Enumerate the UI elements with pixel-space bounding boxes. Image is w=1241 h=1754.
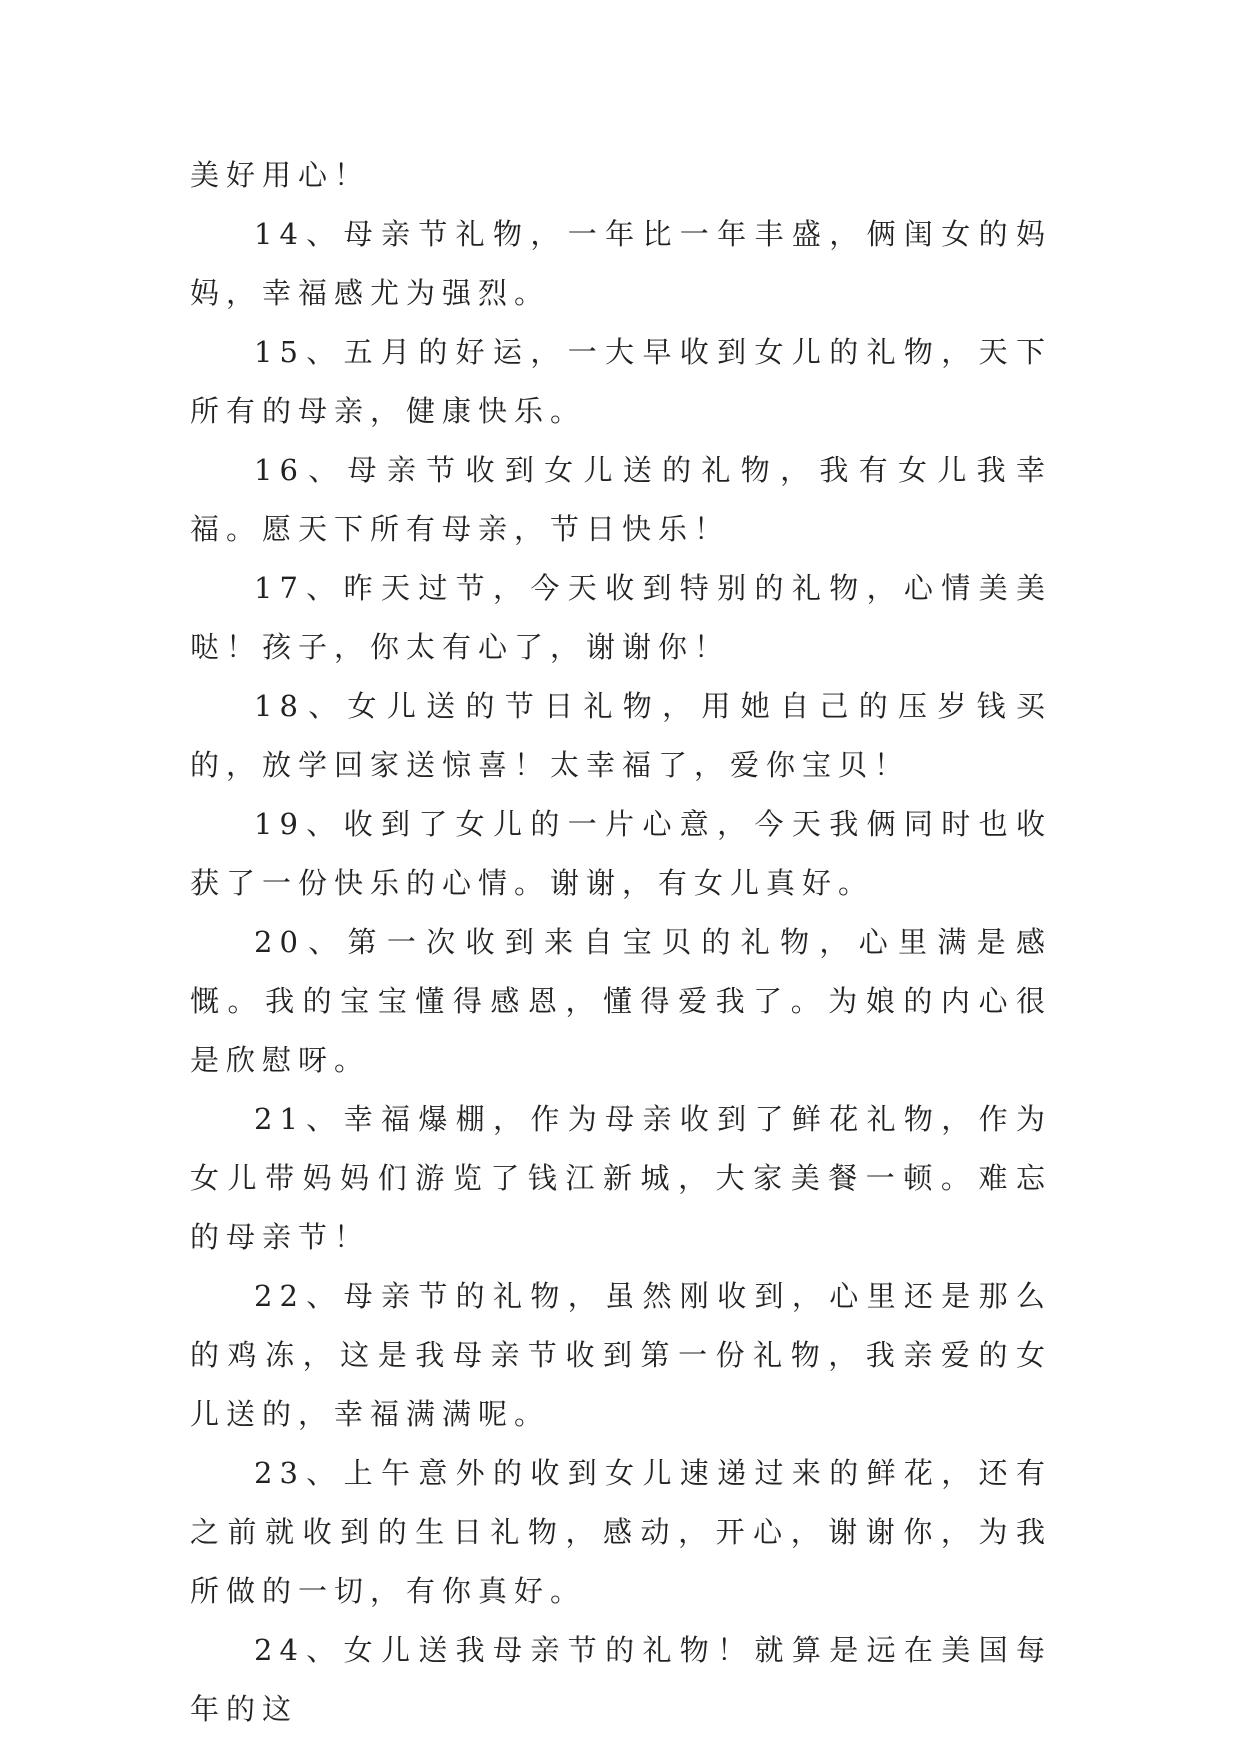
paragraph-item-18: 18、女儿送的节日礼物，用她自己的压岁钱买的，放学回家送惊喜！太幸福了，爱你宝贝！ [190, 689, 1052, 782]
paragraph-item-19: 19、收到了女儿的一片心意，今天我俩同时也收获了一份快乐的心情。谢谢，有女儿真好。 [190, 807, 1052, 900]
document-body [190, 146, 1052, 1739]
paragraph-item-15: 15、五月的好运，一大早收到女儿的礼物，天下所有的母亲，健康快乐。 [190, 335, 1052, 428]
paragraph-continuation: 美好用心！ [190, 158, 371, 192]
paragraph-item-24: 24、女儿送我母亲节的礼物！就算是远在美国每年的这 [190, 1633, 1052, 1726]
paragraph-item-21: 21、幸福爆棚，作为母亲收到了鲜花礼物，作为女儿带妈妈们游览了钱江新城，大家美餐一顿。难忘的母亲节！ [190, 1102, 1052, 1254]
paragraph-item-17: 17、昨天过节，今天收到特别的礼物，心情美美哒！孩子，你太有心了，谢谢你！ [190, 571, 1052, 664]
paragraph-item-20: 20、第一次收到来自宝贝的礼物，心里满是感慨。我的宝宝懂得感恩，懂得爱我了。为娘的内心很是欣慰呀。 [190, 925, 1052, 1077]
paragraph-item-23: 23、上午意外的收到女儿速递过来的鲜花，还有之前就收到的生日礼物，感动，开心，谢谢你，为我所做的一切，有你真好。 [190, 1456, 1052, 1608]
paragraph-item-14: 14、母亲节礼物，一年比一年丰盛，俩闺女的妈妈，幸福感尤为强烈。 [190, 217, 1052, 310]
paragraph-item-22: 22、母亲节的礼物，虽然刚收到，心里还是那么的鸡冻，这是我母亲节收到第一份礼物，我亲爱的女儿送的，幸福满满呢。 [190, 1279, 1052, 1431]
paragraph-item-16: 16、母亲节收到女儿送的礼物，我有女儿我幸福。愿天下所有母亲，节日快乐！ [190, 453, 1052, 546]
